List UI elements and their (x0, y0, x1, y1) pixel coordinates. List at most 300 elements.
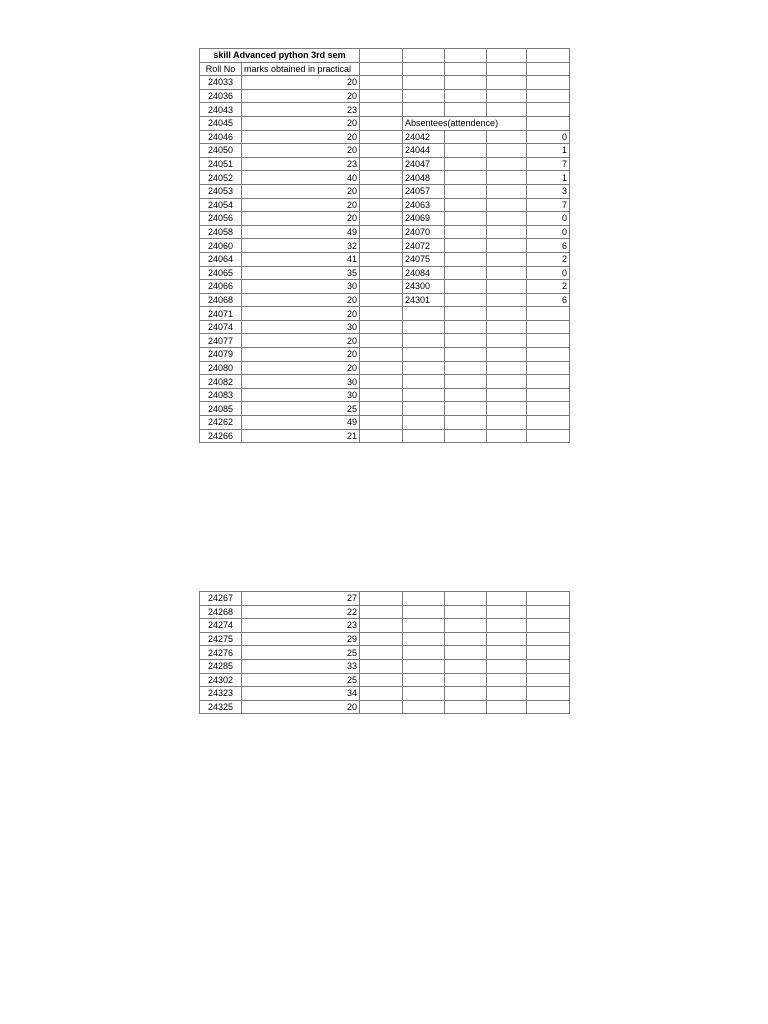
empty-cell (487, 619, 527, 633)
marks-cell: 20 (242, 184, 360, 198)
marks-cell: 20 (242, 198, 360, 212)
empty-cell (445, 89, 487, 103)
roll-no-cell: 24043 (200, 103, 242, 117)
table-row (200, 103, 570, 117)
absentee-count-cell: 1 (527, 144, 570, 158)
roll-no-cell: 24274 (200, 619, 242, 633)
empty-cell (527, 402, 570, 416)
marks-header: marks obtained in practical (242, 62, 360, 76)
empty-cell (487, 130, 527, 144)
absentees-header: Absentees(attendence) (403, 116, 527, 130)
marks-cell: 22 (242, 605, 360, 619)
empty-cell (487, 266, 527, 280)
roll-no-cell: 24058 (200, 225, 242, 239)
table-row (200, 144, 570, 158)
empty-cell (487, 252, 527, 266)
table-row (200, 89, 570, 103)
empty-cell (445, 198, 487, 212)
empty-cell (360, 605, 403, 619)
empty-cell (445, 49, 487, 63)
table-row (200, 266, 570, 280)
roll-no-cell: 24054 (200, 198, 242, 212)
marks-cell: 30 (242, 388, 360, 402)
roll-no-cell: 24085 (200, 402, 242, 416)
marks-cell: 20 (242, 89, 360, 103)
roll-no-cell: 24083 (200, 388, 242, 402)
empty-cell (487, 605, 527, 619)
empty-cell (527, 700, 570, 714)
roll-no-cell: 24051 (200, 157, 242, 171)
empty-cell (487, 361, 527, 375)
empty-cell (445, 62, 487, 76)
roll-no-cell: 24066 (200, 280, 242, 294)
roll-no-cell: 24033 (200, 76, 242, 90)
marks-cell: 35 (242, 266, 360, 280)
roll-no-cell: 24074 (200, 320, 242, 334)
roll-no-cell: 24276 (200, 646, 242, 660)
empty-cell (487, 700, 527, 714)
table-row (200, 673, 570, 687)
empty-cell (360, 184, 403, 198)
marks-cell: 23 (242, 103, 360, 117)
empty-cell (360, 659, 403, 673)
empty-cell (360, 687, 403, 701)
table-row (200, 429, 570, 443)
absentee-roll-cell: 24047 (403, 157, 445, 171)
absentee-count-cell: 6 (527, 293, 570, 307)
empty-cell (403, 320, 445, 334)
table-row (200, 184, 570, 198)
sheet-title: skill Advanced python 3rd sem (200, 49, 360, 63)
empty-cell (360, 266, 403, 280)
marks-cell: 20 (242, 212, 360, 226)
empty-cell (360, 375, 403, 389)
empty-cell (360, 103, 403, 117)
marks-cell: 25 (242, 402, 360, 416)
empty-cell (360, 646, 403, 660)
table-row (200, 375, 570, 389)
empty-cell (527, 388, 570, 402)
absentee-count-cell: 0 (527, 130, 570, 144)
empty-cell (403, 89, 445, 103)
empty-cell (403, 388, 445, 402)
empty-cell (445, 429, 487, 443)
empty-cell (445, 76, 487, 90)
empty-cell (445, 252, 487, 266)
empty-cell (360, 89, 403, 103)
empty-cell (487, 103, 527, 117)
empty-cell (403, 348, 445, 362)
empty-cell (445, 307, 487, 321)
table-row (200, 293, 570, 307)
empty-cell (487, 388, 527, 402)
marks-cell: 20 (242, 348, 360, 362)
absentee-count-cell: 2 (527, 280, 570, 294)
table-row (200, 348, 570, 362)
marks-cell: 33 (242, 659, 360, 673)
empty-cell (527, 49, 570, 63)
absentee-count-cell: 7 (527, 198, 570, 212)
empty-cell (445, 157, 487, 171)
empty-cell (360, 632, 403, 646)
table-row (200, 280, 570, 294)
empty-cell (527, 605, 570, 619)
empty-cell (445, 266, 487, 280)
absentee-roll-cell: 24057 (403, 184, 445, 198)
empty-cell (360, 429, 403, 443)
empty-cell (403, 646, 445, 660)
empty-cell (487, 49, 527, 63)
empty-cell (527, 632, 570, 646)
roll-no-cell: 24071 (200, 307, 242, 321)
empty-cell (445, 130, 487, 144)
empty-cell (487, 198, 527, 212)
table-row (200, 171, 570, 185)
empty-cell (360, 348, 403, 362)
empty-cell (360, 76, 403, 90)
empty-cell (445, 184, 487, 198)
empty-cell (445, 402, 487, 416)
empty-cell (527, 307, 570, 321)
empty-cell (527, 116, 570, 130)
empty-cell (360, 144, 403, 158)
empty-cell (360, 673, 403, 687)
table-row (200, 307, 570, 321)
empty-cell (360, 592, 403, 606)
empty-cell (445, 212, 487, 226)
empty-cell (527, 659, 570, 673)
roll-no-cell: 24060 (200, 239, 242, 253)
empty-cell (527, 592, 570, 606)
empty-cell (487, 76, 527, 90)
empty-cell (487, 144, 527, 158)
roll-no-cell: 24275 (200, 632, 242, 646)
empty-cell (487, 375, 527, 389)
roll-no-cell: 24082 (200, 375, 242, 389)
empty-cell (445, 605, 487, 619)
empty-cell (360, 171, 403, 185)
empty-cell (527, 619, 570, 633)
empty-cell (487, 89, 527, 103)
empty-cell (527, 89, 570, 103)
empty-cell (445, 619, 487, 633)
empty-cell (445, 687, 487, 701)
empty-cell (445, 280, 487, 294)
empty-cell (445, 646, 487, 660)
table-row (200, 198, 570, 212)
roll-no-cell: 24325 (200, 700, 242, 714)
absentee-count-cell: 6 (527, 239, 570, 253)
table-row (200, 687, 570, 701)
empty-cell (487, 212, 527, 226)
header-row (200, 62, 570, 76)
empty-cell (403, 307, 445, 321)
empty-cell (487, 334, 527, 348)
table-row (200, 402, 570, 416)
empty-cell (360, 239, 403, 253)
empty-cell (527, 361, 570, 375)
table-row (200, 76, 570, 90)
absentee-roll-cell: 24048 (403, 171, 445, 185)
table-row (200, 239, 570, 253)
empty-cell (445, 103, 487, 117)
empty-cell (360, 198, 403, 212)
empty-cell (403, 361, 445, 375)
marks-cell: 30 (242, 280, 360, 294)
empty-cell (487, 62, 527, 76)
marks-cell: 32 (242, 239, 360, 253)
absentee-count-cell: 1 (527, 171, 570, 185)
empty-cell (360, 280, 403, 294)
table-row (200, 619, 570, 633)
marks-cell: 25 (242, 673, 360, 687)
empty-cell (487, 293, 527, 307)
empty-cell (360, 252, 403, 266)
absentee-roll-cell: 24044 (403, 144, 445, 158)
roll-no-cell: 24068 (200, 293, 242, 307)
marks-cell: 20 (242, 76, 360, 90)
empty-cell (360, 402, 403, 416)
empty-cell (403, 687, 445, 701)
marks-cell: 20 (242, 293, 360, 307)
empty-cell (445, 700, 487, 714)
marks-cell: 30 (242, 375, 360, 389)
empty-cell (403, 334, 445, 348)
roll-no-cell: 24302 (200, 673, 242, 687)
empty-cell (360, 130, 403, 144)
absentee-count-cell: 2 (527, 252, 570, 266)
empty-cell (360, 388, 403, 402)
empty-cell (445, 659, 487, 673)
absentee-count-cell: 7 (527, 157, 570, 171)
absentee-roll-cell: 24042 (403, 130, 445, 144)
empty-cell (360, 416, 403, 430)
empty-cell (527, 646, 570, 660)
table-row (200, 361, 570, 375)
empty-cell (445, 375, 487, 389)
empty-cell (360, 225, 403, 239)
empty-cell (487, 592, 527, 606)
marks-cell: 20 (242, 116, 360, 130)
empty-cell (445, 320, 487, 334)
empty-cell (487, 416, 527, 430)
table-row (200, 646, 570, 660)
marks-cell: 30 (242, 320, 360, 334)
absentee-roll-cell: 24070 (403, 225, 445, 239)
empty-cell (527, 103, 570, 117)
empty-cell (445, 225, 487, 239)
empty-cell (445, 293, 487, 307)
empty-cell (445, 388, 487, 402)
table-row (200, 659, 570, 673)
empty-cell (403, 103, 445, 117)
marks-cell: 20 (242, 307, 360, 321)
empty-cell (445, 144, 487, 158)
empty-cell (360, 293, 403, 307)
absentee-count-cell: 0 (527, 225, 570, 239)
empty-cell (487, 348, 527, 362)
empty-cell (487, 646, 527, 660)
empty-cell (487, 402, 527, 416)
empty-cell (445, 348, 487, 362)
empty-cell (445, 592, 487, 606)
roll-no-cell: 24262 (200, 416, 242, 430)
empty-cell (487, 239, 527, 253)
absentee-count-cell: 0 (527, 266, 570, 280)
table-row (200, 388, 570, 402)
marks-cell: 20 (242, 144, 360, 158)
absentee-count-cell: 0 (527, 212, 570, 226)
empty-cell (445, 171, 487, 185)
empty-cell (445, 632, 487, 646)
marks-cell: 20 (242, 700, 360, 714)
table-row (200, 212, 570, 226)
empty-cell (403, 673, 445, 687)
empty-cell (487, 225, 527, 239)
table-row (200, 334, 570, 348)
roll-no-cell: 24267 (200, 592, 242, 606)
marks-cell: 40 (242, 171, 360, 185)
roll-no-cell: 24080 (200, 361, 242, 375)
empty-cell (527, 320, 570, 334)
roll-no-cell: 24064 (200, 252, 242, 266)
empty-cell (360, 62, 403, 76)
roll-no-cell: 24036 (200, 89, 242, 103)
marks-cell: 23 (242, 619, 360, 633)
table-row (200, 116, 570, 130)
title-row (200, 49, 570, 63)
empty-cell (487, 171, 527, 185)
marks-cell: 25 (242, 646, 360, 660)
marks-cell: 21 (242, 429, 360, 443)
empty-cell (445, 361, 487, 375)
empty-cell (487, 320, 527, 334)
empty-cell (403, 62, 445, 76)
empty-cell (360, 49, 403, 63)
table-row (200, 592, 570, 606)
empty-cell (403, 429, 445, 443)
table-row (200, 130, 570, 144)
empty-cell (403, 619, 445, 633)
roll-no-cell: 24050 (200, 144, 242, 158)
roll-no-cell: 24052 (200, 171, 242, 185)
absentee-roll-cell: 24069 (403, 212, 445, 226)
roll-no-cell: 24268 (200, 605, 242, 619)
absentee-count-cell: 3 (527, 184, 570, 198)
empty-cell (403, 375, 445, 389)
absentee-roll-cell: 24301 (403, 293, 445, 307)
empty-cell (360, 157, 403, 171)
marks-table-page-2 (199, 591, 570, 714)
empty-cell (360, 116, 403, 130)
empty-cell (360, 619, 403, 633)
empty-cell (487, 687, 527, 701)
empty-cell (403, 402, 445, 416)
empty-cell (487, 632, 527, 646)
table-row (200, 157, 570, 171)
marks-table-page-1 (199, 48, 570, 443)
empty-cell (487, 280, 527, 294)
empty-cell (403, 76, 445, 90)
empty-cell (527, 375, 570, 389)
roll-no-cell: 24045 (200, 116, 242, 130)
table-row (200, 632, 570, 646)
roll-no-cell: 24323 (200, 687, 242, 701)
marks-cell: 49 (242, 225, 360, 239)
empty-cell (403, 416, 445, 430)
table-row (200, 416, 570, 430)
roll-no-header: Roll No (200, 62, 242, 76)
empty-cell (527, 416, 570, 430)
marks-cell: 20 (242, 334, 360, 348)
table-row (200, 700, 570, 714)
marks-cell: 23 (242, 157, 360, 171)
marks-cell: 20 (242, 361, 360, 375)
marks-cell: 41 (242, 252, 360, 266)
empty-cell (527, 76, 570, 90)
empty-cell (527, 334, 570, 348)
empty-cell (527, 687, 570, 701)
marks-cell: 49 (242, 416, 360, 430)
roll-no-cell: 24285 (200, 659, 242, 673)
marks-cell: 34 (242, 687, 360, 701)
absentee-roll-cell: 24084 (403, 266, 445, 280)
roll-no-cell: 24053 (200, 184, 242, 198)
table-row (200, 605, 570, 619)
empty-cell (445, 416, 487, 430)
empty-cell (360, 212, 403, 226)
table-row (200, 320, 570, 334)
empty-cell (487, 157, 527, 171)
roll-no-cell: 24046 (200, 130, 242, 144)
marks-cell: 20 (242, 130, 360, 144)
empty-cell (487, 307, 527, 321)
roll-no-cell: 24056 (200, 212, 242, 226)
roll-no-cell: 24077 (200, 334, 242, 348)
empty-cell (445, 673, 487, 687)
empty-cell (403, 632, 445, 646)
absentee-roll-cell: 24072 (403, 239, 445, 253)
table-row (200, 252, 570, 266)
empty-cell (487, 429, 527, 443)
empty-cell (487, 673, 527, 687)
roll-no-cell: 24266 (200, 429, 242, 443)
empty-cell (487, 184, 527, 198)
empty-cell (487, 659, 527, 673)
empty-cell (360, 700, 403, 714)
empty-cell (403, 659, 445, 673)
empty-cell (527, 429, 570, 443)
empty-cell (360, 320, 403, 334)
empty-cell (403, 605, 445, 619)
empty-cell (527, 673, 570, 687)
roll-no-cell: 24079 (200, 348, 242, 362)
empty-cell (360, 334, 403, 348)
empty-cell (360, 307, 403, 321)
empty-cell (403, 49, 445, 63)
empty-cell (527, 62, 570, 76)
empty-cell (403, 592, 445, 606)
marks-cell: 27 (242, 592, 360, 606)
empty-cell (403, 700, 445, 714)
absentee-roll-cell: 24075 (403, 252, 445, 266)
roll-no-cell: 24065 (200, 266, 242, 280)
empty-cell (527, 348, 570, 362)
table-row (200, 225, 570, 239)
absentee-roll-cell: 24300 (403, 280, 445, 294)
empty-cell (360, 361, 403, 375)
absentee-roll-cell: 24063 (403, 198, 445, 212)
